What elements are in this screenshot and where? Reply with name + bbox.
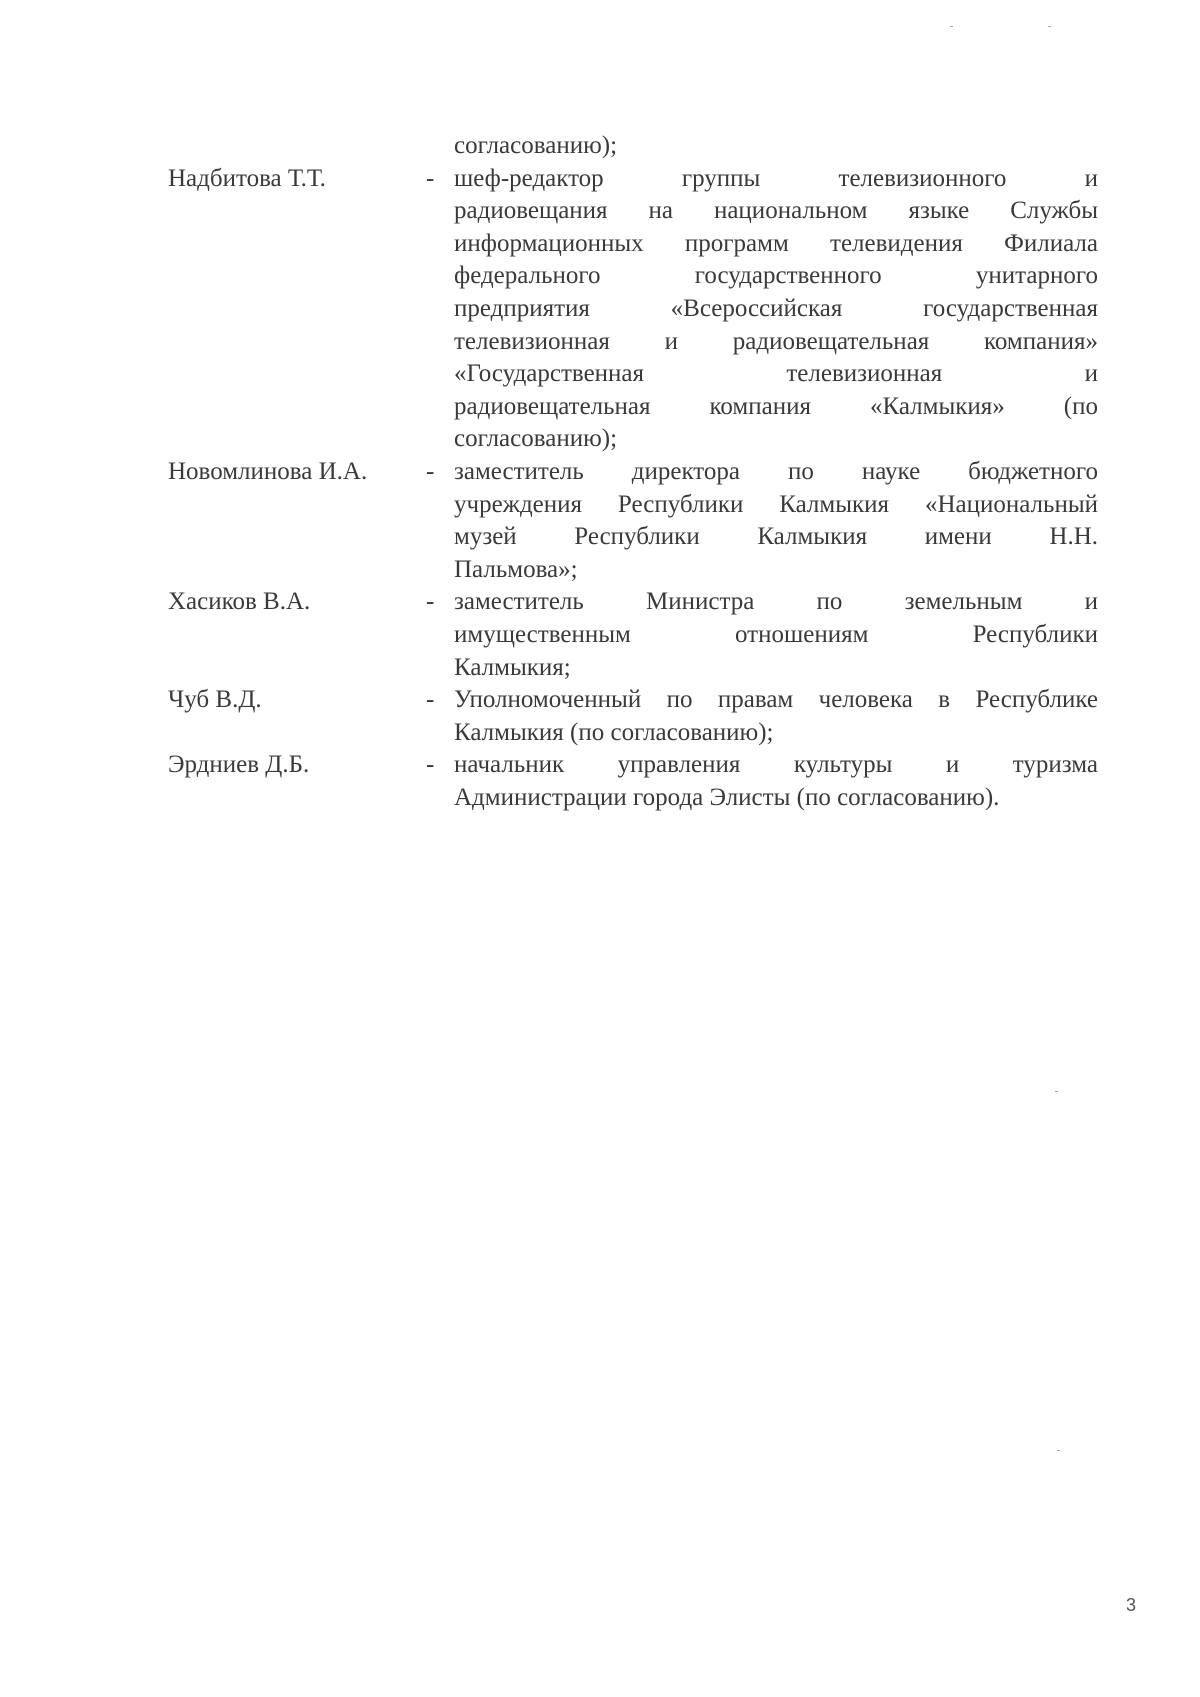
description-line: Пальмова»;	[454, 555, 578, 583]
description-line: шеф-редактор группы телевизионного и	[454, 164, 1098, 192]
scan-speck	[1055, 1091, 1058, 1092]
member-list	[168, 130, 1098, 814]
member-entry	[168, 684, 1098, 749]
description-line: телевизионная и радиовещательная компания»	[454, 327, 1098, 355]
member-name: Новомлинова И.А.	[168, 457, 368, 485]
description-line: заместитель директора по науке бюджетного	[454, 457, 1098, 485]
description-line: начальник управления культуры и туризма	[454, 751, 1098, 779]
entry-dash: -	[426, 588, 435, 616]
description-line: согласованию);	[454, 425, 618, 453]
member-name: Эрдниев Д.Б.	[168, 751, 310, 779]
description-line: радиовещательная компания «Калмыкия» (по	[454, 392, 1098, 420]
scan-speck	[950, 26, 953, 27]
member-description	[454, 749, 1098, 814]
description-line: Калмыкия;	[454, 653, 571, 681]
member-description	[454, 586, 1098, 684]
description-line: Калмыкия (по согласованию);	[454, 718, 774, 746]
description-line: предприятия «Всероссийская государственная	[454, 294, 1098, 322]
entry-dash: -	[426, 457, 435, 485]
description-line: имущественным отношениям Республики	[454, 620, 1098, 648]
member-description	[454, 163, 1098, 456]
description-line: Администрации города Элисты (по согласованию).	[454, 783, 1000, 811]
page-number: 3	[1125, 1595, 1136, 1615]
entries-container	[168, 163, 1098, 815]
description-line: заместитель Министра по земельным и	[454, 588, 1098, 616]
entry-dash: -	[426, 751, 435, 779]
description-line: учреждения Республики Калмыкия «Национальный	[454, 490, 1098, 518]
scan-speck	[1048, 26, 1051, 27]
description-line: федерального государственного унитарного	[454, 262, 1098, 290]
entry-dash: -	[426, 686, 435, 714]
member-entry	[168, 163, 1098, 456]
member-entry	[168, 586, 1098, 684]
member-entry	[168, 749, 1098, 814]
description-line: радиовещания на национальном языке Службы	[454, 197, 1098, 225]
member-name: Надбитова Т.Т.	[168, 164, 326, 192]
member-description	[454, 456, 1098, 586]
description-line: информационных программ телевидения Филиала	[454, 229, 1098, 257]
member-name: Хасиков В.А.	[168, 588, 311, 616]
entry-dash: -	[426, 164, 435, 192]
description-line: музей Республики Калмыкия имени Н.Н.	[454, 523, 1098, 551]
continuation-text: согласованию);	[454, 132, 618, 159]
member-name: Чуб В.Д.	[168, 686, 262, 714]
member-description	[454, 684, 1098, 749]
description-line: Уполномоченный по правам человека в Республике	[454, 686, 1098, 714]
member-entry	[168, 456, 1098, 586]
description-line: «Государственная телевизионная и	[454, 360, 1098, 388]
scan-speck	[1057, 1450, 1060, 1451]
